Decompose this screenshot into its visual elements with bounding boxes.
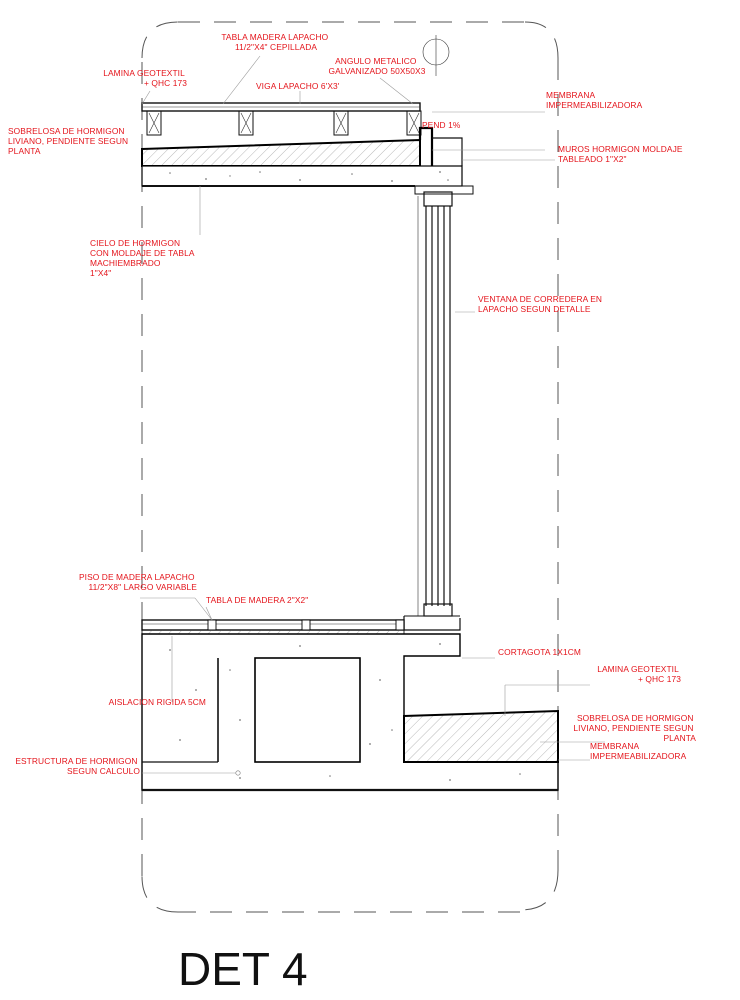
break-symbol — [423, 35, 449, 76]
label-pend: PEND 1% — [422, 120, 461, 130]
wood-joists — [147, 111, 421, 135]
label-membrana-top: MEMBRANA IMPERMEABILIZADORA — [546, 90, 643, 110]
label-membrana-bottom: MEMBRANA IMPERMEABILIZADORA — [590, 741, 687, 761]
label-tabla-2x2: TABLA DE MADERA 2"X2" — [206, 595, 309, 605]
label-muros: MUROS HORMIGON MOLDAJE TABLEADO 1"X2" — [558, 144, 683, 164]
label-lamina-top: LAMINA GEOTEXTIL + QHC 173 — [103, 68, 187, 88]
label-aislacion: AISLACION RIGIDA 5CM — [108, 697, 206, 707]
sliding-window — [404, 186, 473, 616]
detail-title: DET 4 — [178, 943, 308, 995]
label-sobrelosa-top: SOBRELOSA DE HORMIGON LIVIANO, PENDIENTE SEGUN PLANTA — [8, 126, 129, 156]
label-viga: VIGA LAPACHO 6'X3' — [256, 81, 340, 91]
label-tabla-madera: TABLA MADERA LAPACHO 11/2"X4" CEPILLADA — [221, 32, 329, 52]
label-ventana: VENTANA DE CORREDERA EN LAPACHO SEGUN DETALLE — [478, 294, 603, 314]
label-lamina-bottom: LAMINA GEOTEXTIL + QHC 173 — [597, 664, 681, 684]
label-cielo: CIELO DE HORMIGON CON MOLDAJE DE TABLA MACHIEMBRADO 1"X4" — [90, 238, 195, 278]
roof-assembly — [142, 103, 462, 186]
label-angulo: ANGULO METALICO GALVANIZADO 50X50X3 — [328, 56, 426, 76]
label-piso: PISO DE MADERA LAPACHO 11/2"X8" LARGO VARIABLE — [78, 572, 197, 592]
label-cortagota: CORTAGOTA 1X1CM — [498, 647, 581, 657]
label-sobrelosa-bottom: SOBRELOSA DE HORMIGON LIVIANO, PENDIENTE SEGUN PLANTA — [573, 713, 696, 743]
label-estructura: ESTRUCTURA DE HORMIGON SEGUN CALCULO — [15, 756, 140, 776]
